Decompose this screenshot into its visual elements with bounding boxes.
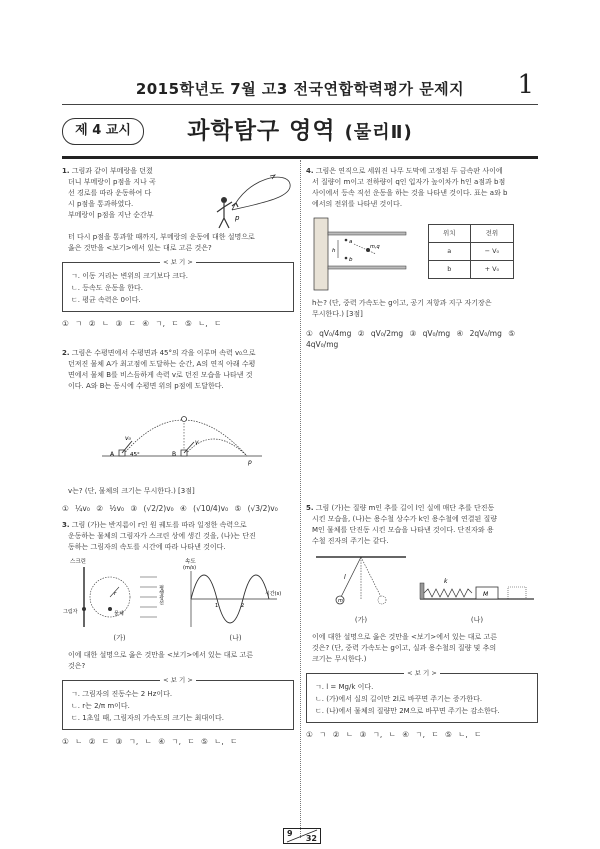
column-divider: [300, 160, 301, 838]
q3-question-1: 것은?: [68, 662, 86, 670]
q5-caption-a: (가): [354, 616, 368, 624]
q4-question-0: h는? (단, 중력 가속도는 g이고, 공기 저항과 지구 자기장은: [312, 299, 492, 307]
q3-shadow-dot: [82, 607, 86, 611]
q4-line-3: 에서의 전위를 나타낸 것이다.: [312, 200, 403, 208]
subject-name: 과학탐구 영역: [187, 118, 336, 144]
q3-bogi-item-0: ㄱ. 그림자의 진동수는 2 Hz이다.: [71, 690, 173, 698]
question-1: [62, 166, 294, 329]
question-4: [306, 166, 538, 350]
q4-label-h: h: [332, 248, 336, 254]
q4-point-b: [345, 257, 348, 260]
q2-label-angle: 45°: [130, 452, 140, 458]
q3-fig-a-circular: [62, 557, 177, 633]
q5-label-m: m: [338, 598, 343, 604]
q4-wood-block: [314, 218, 328, 290]
q2-question: v는? (단, 물체의 크기는 무시한다.) [3점]: [68, 487, 195, 495]
q4-label-a: a: [349, 239, 353, 245]
q4-line-1: 서 질량이 m이고 전하량이 q인 입자가 높이차가 h인 a점과 b점: [312, 178, 506, 186]
period-badge: 제 4 교시: [62, 118, 144, 145]
q5-caption-b: (나): [470, 616, 484, 624]
footer-page-total: 32: [305, 834, 317, 843]
q3-question-0: 이에 대한 설명으로 옳은 것만을 <보기>에서 있는 대로 고른: [68, 651, 254, 659]
subject-title: [0, 112, 600, 145]
q5-line-0: 5. 그림 (가)는 질량 m인 추를 길이 l인 실에 매단 추를 단진동: [306, 504, 495, 512]
q2-line-2: 면에서 물체 B를 비스듬하게 속력 v로 던진 모습을 나타낸 것: [68, 371, 253, 379]
q2-line-3: 이다. A와 B는 동시에 수평면 위의 p점에 도달한다.: [68, 382, 224, 390]
q1-line-3: 시 p점을 통과하였다.: [68, 200, 134, 208]
q1-thrower-body: [217, 202, 232, 228]
q4-table-cell-a: a: [429, 243, 471, 261]
q3-object: [108, 607, 112, 611]
question-3: [62, 520, 294, 747]
q3-bogi-item-1: ㄴ. r는 2/π m이다.: [71, 702, 130, 710]
q4-table-header-position: 위치: [429, 225, 471, 243]
q3-label-screen: 스크린: [70, 559, 86, 565]
q5-spring-coil: [424, 589, 472, 597]
q4-plate-bottom: [328, 266, 406, 269]
q2-label-v0: v₀: [125, 435, 131, 442]
q5-line-2: M인 물체를 단진동 시킨 모습을 나타낸 것이다. 단진자와 용: [312, 526, 494, 534]
q1-bogi-label: < 보 기 >: [160, 258, 196, 266]
q4-line-0: 4. 그림은 연직으로 세워진 나무 도막에 고정된 두 금속판 사이에: [306, 167, 503, 175]
q3-choices: ① ㄴ ② ㄷ ③ ㄱ, ㄴ ④ ㄱ, ㄷ ⑤ ㄴ, ㄷ: [62, 737, 238, 746]
q5-label-l: l: [344, 574, 346, 581]
q1-path-curve: [232, 177, 290, 210]
footer-page-current: 9: [287, 829, 293, 838]
q3-bogi-label: < 보 기 >: [160, 676, 196, 684]
q4-point-a: [345, 239, 348, 242]
question-5: [306, 503, 538, 740]
q1-bogi-box: [62, 258, 294, 312]
q5-label-M: M: [483, 591, 489, 598]
q5-question-2: 크기는 무시한다.): [312, 655, 367, 663]
q1-bogi-item-1: ㄴ. 등속도 운동을 한다.: [71, 284, 143, 292]
q3-fig-b-velocity-graph: [177, 557, 294, 633]
q3-caption-a: (가): [113, 634, 126, 642]
q5-spring-block-ghost: [508, 587, 526, 599]
q2-choices: ① ¼v₀ ② ½v₀ ③ (√2/2)v₀ ④ (√10/4)v₀ ⑤ (√3/2)v₀: [62, 504, 278, 513]
q2-projectile-figure: [62, 394, 294, 468]
q5-bogi-item-1: ㄴ. (가)에서 실의 길이만 2l로 바꾸면 주기는 증가한다.: [315, 695, 483, 703]
q1-line-0: 1. 그림과 같이 부메랑을 던졌: [62, 167, 153, 175]
q1-line-5: 터 다시 p점을 통과할 때까지, 부메랑의 운동에 대한 설명으로: [68, 233, 255, 241]
q4-label-b: b: [349, 257, 353, 263]
q2-label-v: v: [195, 439, 199, 446]
q3-line-2: 동하는 그림자의 속도를 시간에 따라 나타낸 것이다.: [68, 543, 226, 551]
q1-point-p: p: [235, 214, 240, 222]
q5-fig-a-pendulum: [306, 553, 416, 615]
header-divider: [62, 104, 538, 105]
q3-label-light: 평행광선: [158, 585, 164, 605]
q5-bogi-item-0: ㄱ. l = Mg/k 이다.: [315, 683, 374, 691]
q2-label-p: p: [248, 459, 252, 466]
page-number: 1: [517, 70, 534, 100]
q5-string-right: [361, 557, 381, 597]
footer-page-indicator: [283, 828, 321, 844]
q2-line-0: 2. 그림은 수평면에서 수평면과 45°의 각을 이루며 속력 v₀으로: [62, 349, 256, 357]
q5-spring-wall: [420, 583, 424, 599]
q3-label-ylabel: 속도: [185, 559, 196, 565]
q4-potential-table: [428, 224, 514, 279]
q3-label-yunit: (m/s): [183, 565, 197, 571]
q2-line-1: 던져진 물체 A가 최고점에 도달하는 순간, A의 연직 아래 수평: [68, 360, 256, 368]
q3-bogi-box: [62, 676, 294, 730]
q3-caption-b: (나): [229, 634, 242, 642]
q5-bogi-item-2: ㄷ. (나)에서 물체의 질량만 2M으로 바꾸면 주기는 감소한다.: [315, 707, 500, 715]
q5-line-1: 시킨 모습을, (나)는 용수철 상수가 k인 용수철에 연결된 질량: [312, 515, 498, 523]
q3-label-shadow: 그림자: [63, 609, 78, 615]
q5-bogi-label: < 보 기 >: [404, 669, 440, 677]
exam-header-title: 2015학년도 7월 고3 전국연합학력평가 문제지: [135, 80, 465, 98]
q4-question-1: 무시한다.) [3점]: [312, 310, 363, 318]
question-2: [62, 348, 294, 514]
top-thick-rule: [62, 156, 538, 159]
q2-object-a-top: [182, 417, 187, 422]
q3-tick-2: 2: [241, 603, 245, 609]
q4-table-cell-a-v: − V₀: [470, 243, 514, 261]
q5-label-k: k: [444, 578, 448, 585]
subject-sub: (물리Ⅱ): [344, 122, 413, 143]
q3-bogi-item-2: ㄷ. 1초일 때, 그림자의 가속도의 크기는 최대이다.: [71, 714, 224, 722]
q3-label-xlabel: 시간(s): [265, 591, 282, 597]
q4-choices: ① qV₀/4mg ② qV₀/2mg ③ qV₀/mg ④ 2qV₀/mg ⑤ 4qV₀/mg: [306, 329, 515, 349]
q4-table-header-potential: 전위: [470, 225, 514, 243]
q1-line-2: 선 경로를 따라 운동하여 다: [68, 189, 152, 197]
q4-plates-figure: [306, 216, 418, 292]
q5-number: 5.: [306, 504, 314, 512]
q5-line-3: 수철 진자의 주기는 같다.: [312, 537, 389, 545]
q2-number: 2.: [62, 349, 70, 357]
q4-plate-top: [328, 232, 406, 235]
q2-path-b: [184, 439, 247, 456]
q5-bogi-box: [306, 669, 538, 723]
q5-choices: ① ㄱ ② ㄴ ③ ㄱ, ㄴ ④ ㄱ, ㄷ ⑤ ㄴ, ㄷ: [306, 730, 482, 739]
q1-number: 1.: [62, 167, 70, 175]
q3-tick-1: 1: [215, 603, 219, 609]
q1-line-4: 부메랑이 p점을 지난 순간부: [68, 211, 154, 219]
q3-line-0: 3. 그림 (가)는 반지름이 r인 원 궤도를 따라 일정한 속력으로: [62, 521, 247, 529]
q5-question-1: 것은? (단, 중력 가속도는 g이고, 실과 용수철의 질량 및 추의: [312, 644, 497, 652]
q1-boomerang-figure: [202, 162, 297, 230]
q3-line-1: 운동하는 물체의 그림자가 스크린 상에 생긴 것을, (나)는 단진: [68, 532, 256, 540]
q4-number: 4.: [306, 167, 314, 175]
q4-label-mq: m,q: [370, 244, 380, 250]
q1-bogi-item-0: ㄱ. 이동 거리는 변위의 크기보다 크다.: [71, 272, 189, 280]
q4-line-2: 사이에서 등속 직선 운동을 하는 것을 나타낸 것이다. 표는 a와 b: [312, 189, 508, 197]
q5-question-0: 이에 대한 설명으로 옳은 것만을 <보기>에서 있는 대로 고른: [312, 633, 498, 641]
q2-label-a: A: [110, 451, 115, 458]
q3-label-r: r: [114, 591, 117, 597]
q1-choices: ① ㄱ ② ㄴ ③ ㄷ ④ ㄱ, ㄷ ⑤ ㄴ, ㄷ: [62, 319, 222, 328]
q2-label-b: B: [172, 451, 177, 458]
q4-table-cell-b-v: + V₀: [470, 261, 514, 279]
q1-bogi-item-2: ㄷ. 평균 속력은 0이다.: [71, 296, 141, 304]
q5-bob-right: [378, 596, 386, 604]
q5-fig-b-spring: [416, 553, 538, 615]
q3-number: 3.: [62, 521, 70, 529]
q4-table-cell-b: b: [429, 261, 471, 279]
q1-thrower-head: [221, 197, 227, 203]
q1-line-6: 옳은 것만을 <보기>에서 있는 대로 고른 것은?: [68, 244, 212, 252]
q3-label-object: 물체: [114, 611, 124, 617]
q1-line-1: 더니 부메랑이 p점을 지나 곡: [68, 178, 156, 186]
